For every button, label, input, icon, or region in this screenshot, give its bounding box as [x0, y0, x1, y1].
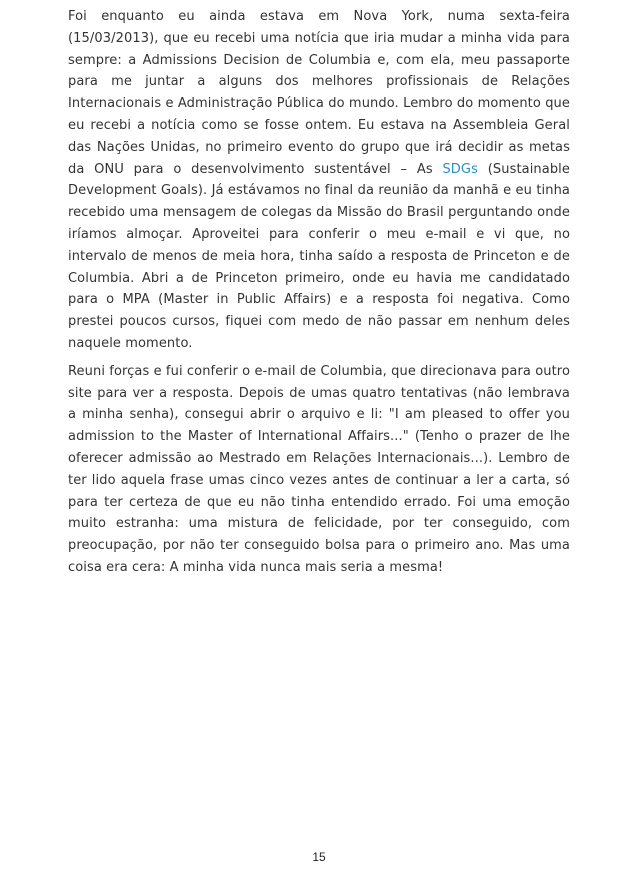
page-number: 15 [312, 850, 326, 864]
paragraph-1-text-end: (Sustainable Development Goals). Já estávamos no final da reunião da manhã e eu tinha recebido uma mensagem de colegas da Missão do Brasil perguntando onde iríamos almoçar. Aproveitei para conferir o meu e-mail e vi que, no intervalo de menos de meia hora, tinha saído a resposta de Princeton e de Columbia. Abri a de Princeton primeiro, onde eu havia me candidatado para o MPA (Master in Public Affairs) e a resposta foi negativa. Como prestei poucos cursos, fiquei com medo de não passar em nenhum deles naquele momento. [68, 161, 570, 351]
paragraph-1 [68, 6, 570, 355]
paragraph-2: Reuni forças e fui conferir o e-mail de Columbia, que direcionava para outro site para ver a resposta. Depois de umas quatro tentativas (não lembrava a minha senha), consegui abrir o arquivo e li: "I am pleased to offer you admission to the Master of International Affairs..." (Tenho o prazer de lhe oferecer admissão ao Mestrado em Relações Internacionais...). Lembro de ter lido aquela frase umas cinco vezes antes de continuar a ler a carta, só para ter certeza de que eu não tinha entendido errado. Foi uma emoção muito estranha: uma mistura de felicidade, por ter conseguido, com preocupação, por não ter conseguido bolsa para o primeiro ano. Mas uma coisa era cera: A minha vida nunca mais seria a mesma! [68, 363, 570, 575]
body-text [68, 6, 570, 579]
sdgs-link[interactable]: SDGs [442, 161, 478, 177]
paragraph-1-text-start: Foi enquanto eu ainda estava em Nova York, numa sexta-feira (15/03/2013), que eu recebi uma notícia que iria mudar a minha vida para sempre: a Admissions Decision de Columbia e, com ela, meu passaporte para me juntar a alguns dos melhores profissionais de Relações Internacionais e Administração Pública do mundo. Lembro do momento que eu recebi a notícia como se fosse ontem. Eu estava na Assembleia Geral das Nações Unidas, no primeiro evento do grupo que irá decidir as metas da ONU para o desenvolvimento sustentável – As [68, 9, 570, 177]
